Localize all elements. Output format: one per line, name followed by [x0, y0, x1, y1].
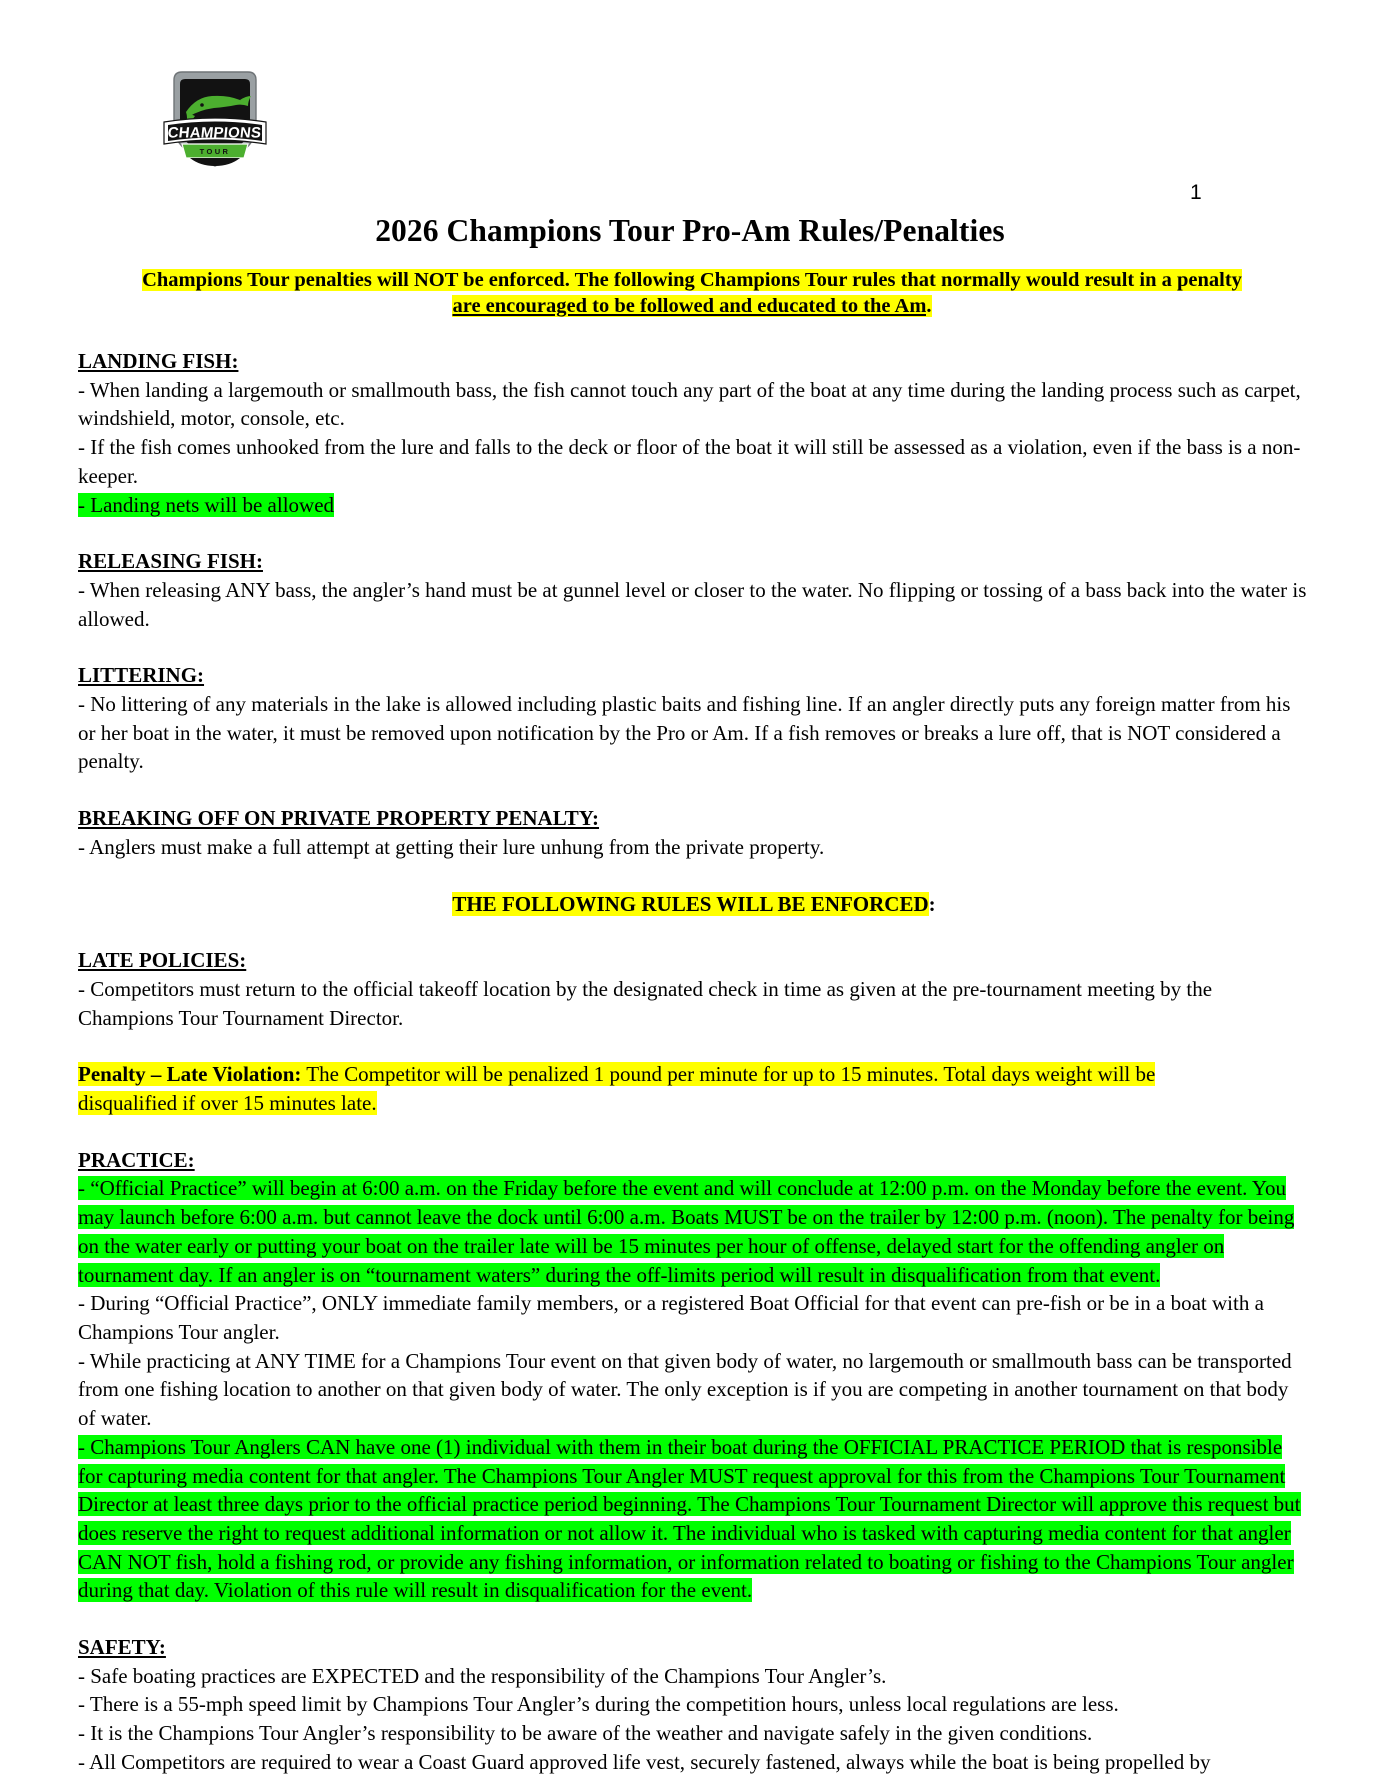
- late-violation-penalty-label: Penalty – Late Violation:: [78, 1062, 302, 1087]
- enforced-rules-banner-colon: :: [928, 891, 936, 916]
- spacer: [78, 918, 1310, 946]
- svg-text:TOUR: TOUR: [199, 147, 231, 156]
- section-heading-practice: PRACTICE:: [78, 1147, 195, 1172]
- practice-bullet-2: - During “Official Practice”, ONLY immediate family members, or a registered Boat Official for that event can pre-fish or be in a boat with a Champions Tour angler.: [78, 1291, 1264, 1344]
- practice-bullet-4: [78, 1433, 1310, 1605]
- section-heading-breaking-off: BREAKING OFF ON PRIVATE PROPERTY PENALTY:: [78, 806, 600, 831]
- intro-highlighted-notice: [78, 267, 1306, 319]
- spacer: [78, 1032, 1310, 1060]
- intro-line-2: are encouraged to be followed and educated to the Am: [452, 295, 927, 318]
- document-body: [78, 347, 1310, 1777]
- section-heading-littering: LITTERING:: [78, 663, 205, 688]
- enforced-rules-banner-text: THE FOLLOWING RULES WILL BE ENFORCED: [452, 891, 929, 916]
- safety-bullet-4: - All Competitors are required to wear a Coast Guard approved life vest, securely fastened, always while the boat is being propelled by: [78, 1749, 1211, 1774]
- landing-nets-highlight: - Landing nets will be allowed: [78, 492, 335, 517]
- spacer: [78, 1118, 1310, 1146]
- section-heading-releasing-fish: RELEASING FISH:: [78, 549, 263, 574]
- champions-tour-logo: [152, 66, 278, 172]
- landing-fish-bullet-1: - When landing a largemouth or smallmouth bass, the fish cannot touch any part of the boat at any time during the landing process such as carpet, windshield, motor, console, etc.: [78, 377, 1301, 431]
- spacer: [78, 633, 1310, 661]
- late-violation-penalty-block: [78, 1060, 1230, 1117]
- section-heading-landing-fish: LANDING FISH:: [78, 349, 239, 373]
- page-number: 1: [1190, 181, 1202, 204]
- practice-bullet-1: [78, 1174, 1310, 1289]
- spacer: [78, 519, 1310, 547]
- littering-bullet-1: - No littering of any materials in the lake is allowed including plastic baits and fishing line. If an angler directly puts any foreign matter from his or her boat in the water, it must be removed upon notification by the Pro or Am. If a fish removes or breaks a lure off, that is NOT considered a penalty.: [78, 692, 1291, 774]
- practice-bullet-1-highlight: - “Official Practice” will begin at 6:00 a.m. on the Friday before the event and will conclude at 12:00 p.m. on the Monday before the event. You may launch before 6:00 a.m. but cannot leave the dock until 6:00 a.m. Boats MUST be on the trailer by 12:00 p.m. (noon). The penalty for being on the water early or putting your boat on the trailer late will be 15 minutes per hour of offense, delayed start for the offending angler on tournament day. If an angler is on “tournament waters” during the off-limits period will result in disqualification from that event.: [78, 1176, 1295, 1287]
- section-heading-late-policies: LATE POLICIES:: [78, 948, 247, 973]
- spacer: [78, 862, 1310, 890]
- safety-bullet-1: - Safe boating practices are EXPECTED and the responsibility of the Champions Tour Angler’s.: [78, 1663, 887, 1688]
- intro-line-2-period: .: [926, 295, 932, 318]
- practice-bullet-3: - While practicing at ANY TIME for a Champions Tour event on that given body of water, no largemouth or smallmouth bass can be transported from one fishing location to another on that given body of water. The only exception is if you are competing in another tournament on that body of water.: [78, 1348, 1292, 1431]
- practice-bullet-4-highlight: - Champions Tour Anglers CAN have one (1) individual with them in their boat during the OFFICIAL PRACTICE PERIOD that is responsible for capturing media content for that angler. The Champions Tour Angler MUST request approval for this from the Champions Tour Tournament Director at least three days prior to the official practice period beginning. The Champions Tour Tournament Director will approve this request but does reserve the right to request additional information or not allow it. The individual who is tasked with capturing media content for that angler CAN NOT fish, hold a fishing rod, or provide any fishing information, or information related to boating or fishing to the Champions Tour angler during that day. Violation of this rule will result in disqualification for the event.: [78, 1434, 1301, 1603]
- page-title: 2026 Champions Tour Pro-Am Rules/Penalties: [375, 213, 1005, 248]
- safety-bullet-3: - It is the Champions Tour Angler’s responsibility to be aware of the weather and navigate safely in the given conditions.: [78, 1721, 1093, 1746]
- landing-fish-bullet-3: [78, 491, 1310, 520]
- late-violation-penalty-text: The Competitor will be penalized 1 pound per minute for up to 15 minutes. Total days weight will be disqualified if over 15 minutes late.: [78, 1062, 1156, 1116]
- spacer: [78, 776, 1310, 804]
- spacer: [78, 1605, 1310, 1633]
- releasing-fish-bullet-1: - When releasing ANY bass, the angler’s hand must be at gunnel level or closer to the water. No flipping or tossing of a bass back into the water is allowed.: [78, 577, 1307, 631]
- section-heading-safety: SAFETY:: [78, 1635, 166, 1660]
- intro-line-1: Champions Tour penalties will NOT be enforced. The following Champions Tour rules that normally would result in a penalty: [142, 269, 1242, 291]
- landing-fish-bullet-2: - If the fish comes unhooked from the lure and falls to the deck or floor of the boat it will still be assessed as a violation, even if the bass is a non-keeper.: [78, 435, 1301, 488]
- late-policies-bullet-1: - Competitors must return to the official takeoff location by the designated check in time as given at the pre-tournament meeting by the Champions Tour Tournament Director.: [78, 976, 1213, 1030]
- svg-text:CHAMPIONS: CHAMPIONS: [166, 124, 263, 142]
- breaking-off-bullet-1: - Anglers must make a full attempt at getting their lure unhung from the private property.: [78, 834, 825, 859]
- enforced-rules-banner: [78, 890, 1310, 919]
- safety-bullet-2: - There is a 55-mph speed limit by Champions Tour Angler’s during the competition hours, unless local regulations are less.: [78, 1692, 1119, 1717]
